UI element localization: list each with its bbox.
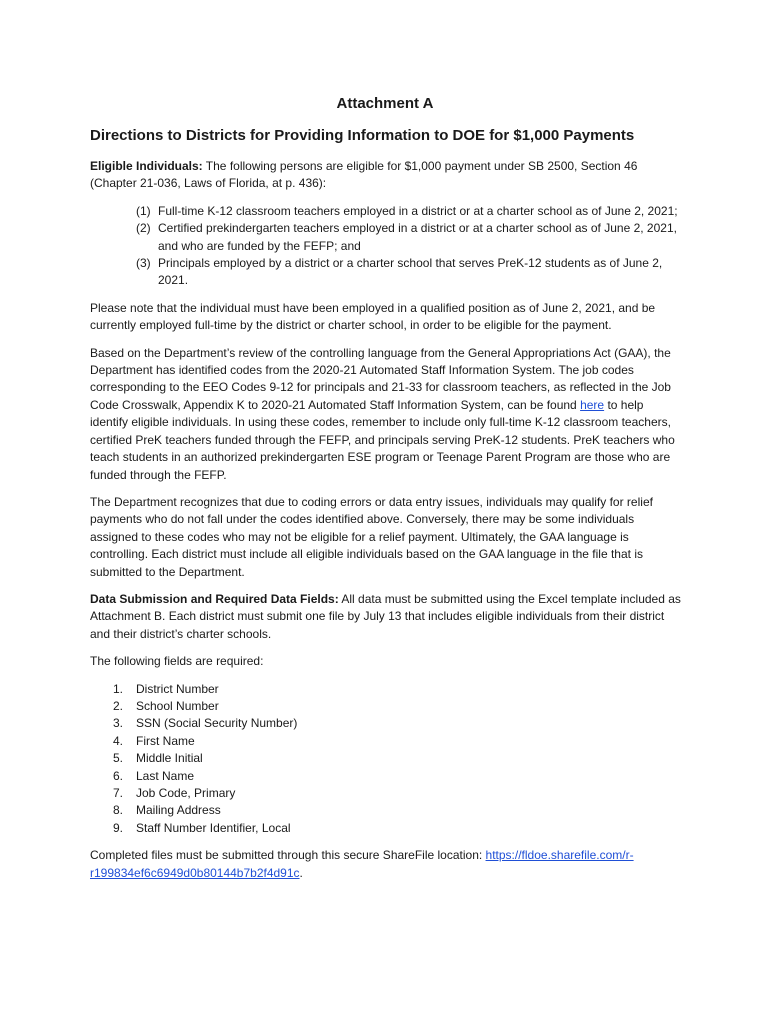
list-item-text: SSN (Social Security Number)	[136, 716, 298, 731]
list-item	[90, 750, 684, 767]
list-item	[90, 802, 684, 819]
list-item-text: Certified prekindergarten teachers employed in a district or at a charter school as of June 2, 2021, and who are funded by the FEFP; and	[158, 221, 677, 253]
coding-paragraph: The Department recognizes that due to coding errors or data entry issues, individuals may qualify for relief payments who do not fall under the codes identified above. Conversely, there may be some individuals assigned to these codes who may not be eligible for a relief payment. Ultimately, the GAA language is controlling. Each district must include all eligible individuals based on the GAA language in the file that is submitted to the Department.	[90, 494, 653, 579]
list-item-text: Job Code, Primary	[136, 786, 236, 800]
review-text-before: Based on the Department’s review of the controlling language from the General Appropriations Act (GAA), the Department has identified codes from the 2020-21 Automated Staff Information System. The job codes corresponding to the EEO Codes 9-12 for principals and 21-33 for classroom teachers, as reflected in the Job Code Crosswalk, Appendix K to 2020-21 Automated Staff Information System, can be found	[90, 345, 671, 412]
submission-label: Data Submission and Required Data Fields:	[90, 591, 339, 606]
fields-intro: The following fields are required:	[90, 654, 264, 669]
eligible-label: Eligible Individuals:	[90, 159, 203, 173]
submission-text: All data must be submitted using the Excel template included as Attachment B. Each district must submit one file by July 13 that includes eligible individuals from their district and their district’s charter schools.	[90, 591, 681, 641]
list-item-text: District Number	[136, 681, 219, 696]
review-paragraph	[90, 345, 684, 484]
list-item	[90, 203, 684, 220]
list-item-number: 2.	[113, 698, 124, 713]
list-item	[90, 715, 684, 732]
document-body	[90, 158, 684, 892]
list-item	[90, 820, 684, 837]
list-item-number: 4.	[113, 733, 124, 748]
list-item-text: Staff Number Identifier, Local	[136, 820, 291, 835]
list-item-number: (1)	[136, 203, 151, 218]
list-item	[90, 768, 684, 785]
required-fields-list	[90, 681, 684, 838]
document-title: Directions to Districts for Providing Information to DOE for $1,000 Payments	[90, 127, 635, 144]
here-link[interactable]: here	[580, 397, 605, 412]
list-item-text: Mailing Address	[136, 803, 221, 818]
attachment-title: Attachment A	[336, 95, 434, 112]
eligible-list	[90, 203, 684, 290]
list-item-number: 3.	[113, 716, 124, 731]
completed-text-end: .	[299, 865, 303, 880]
completed-text: Completed files must be submitted through this secure ShareFile location:	[90, 848, 486, 863]
list-item-number: 5.	[113, 751, 124, 766]
list-item	[90, 220, 684, 255]
list-item-text: Full-time K-12 classroom teachers employed in a district or at a charter school as of June 2, 2021;	[158, 203, 678, 218]
list-item	[90, 733, 684, 750]
list-item-number: 6.	[113, 768, 124, 783]
list-item	[90, 785, 684, 802]
list-item-text: Middle Initial	[136, 751, 203, 766]
list-item-number: (2)	[136, 221, 151, 236]
note-paragraph: Please note that the individual must have been employed in a qualified position as of June 2, 2021, and be currently employed full-time by the district or charter school, in order to be eligible for the payment.	[90, 300, 656, 333]
submission-paragraph	[90, 591, 684, 643]
list-item-number: (3)	[136, 256, 151, 271]
list-item	[90, 698, 684, 715]
list-item-number: 7.	[113, 786, 124, 800]
review-text-after: to help identify eligible individuals. In using these codes, remember to include only full-time K-12 classroom teachers, certified PreK teachers funded through the FEFP, and principals serving PreK-12 students. PreK teachers who teach students in an authorized prekindergarten ESE program or Teenage Parent Program are those who are funded through the FEFP.	[90, 397, 675, 482]
eligible-paragraph	[90, 158, 684, 193]
list-item-text: First Name	[136, 733, 195, 748]
sharefile-link[interactable]: https://fldoe.sharefile.com/r-r199834ef6c6949d0b80144b7b2f4d91c	[90, 848, 634, 880]
list-item	[90, 255, 684, 290]
list-item-text: Last Name	[136, 768, 195, 783]
list-item-text: Principals employed by a district or a charter school that serves PreK-12 students as of June 2, 2021.	[158, 256, 663, 288]
list-item-number: 8.	[113, 803, 124, 818]
list-item	[90, 681, 684, 698]
list-item-number: 9.	[113, 820, 124, 835]
list-item-number: 1.	[113, 681, 124, 696]
completed-paragraph	[90, 847, 684, 882]
eligible-text: The following persons are eligible for $1,000 payment under SB 2500, Section 46 (Chapter 21-036, Laws of Florida, at p. 436):	[90, 159, 638, 191]
list-item-text: School Number	[136, 698, 219, 713]
